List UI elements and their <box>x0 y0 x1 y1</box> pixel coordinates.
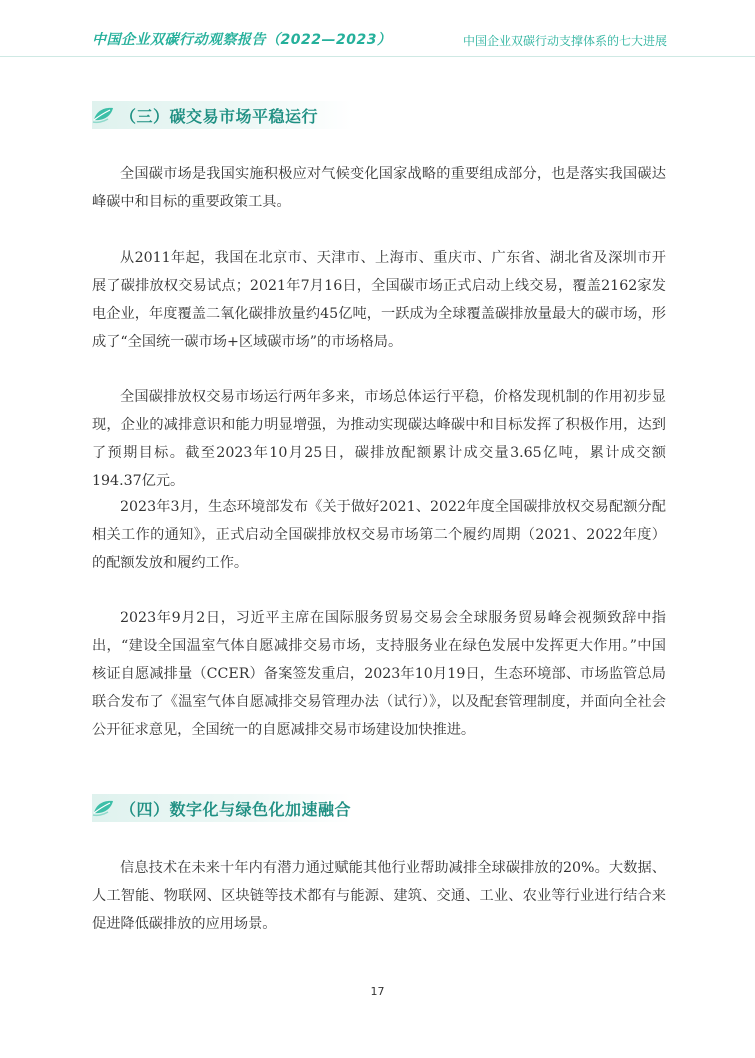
section-heading-3-text: （三）碳交易市场平稳运行 <box>120 107 319 126</box>
paragraph: 2023年3月，生态环境部发布《关于做好2021、2022年度全国碳排放权交易配额分配相关工作的通知》，正式启动全国碳排放权交易市场第二个履约周期（2021、2022年度）的配额发放和履约工作。 <box>92 499 666 571</box>
page-number: 17 <box>370 985 385 998</box>
leaf-icon <box>92 798 114 818</box>
chapter-title: 中国企业双碳行动支撑体系的七大进展 <box>462 34 667 48</box>
paragraph: 全国碳排放权交易市场运行两年多来，市场总体运行平稳，价格发现机制的作用初步显现，企业的减排意识和能力明显增强，为推动实现碳达峰碳中和目标发挥了积极作用，达到了预期目标。截至2023年10月25日，碳排放配额累计成交量3.65亿吨，累计成交额194.37亿元。 <box>92 389 666 489</box>
report-title: 中国企业双碳行动观察报告（2022—2023） <box>92 32 392 48</box>
paragraph: 信息技术在未来十年内有潜力通过赋能其他行业帮助减排全球碳排放的20%。大数据、人工智能、物联网、区块链等技术都有与能源、建筑、交通、工业、农业等行业进行结合来促进降低碳排放的应用场景。 <box>92 860 666 932</box>
section-heading-4-text: （四）数字化与绿色化加速融合 <box>120 800 352 819</box>
paragraph: 2023年9月2日，习近平主席在国际服务贸易交易会全球服务贸易峰会视频致辞中指出，“建设全国温室气体自愿减排交易市场，支持服务业在绿色发展中发挥更大作用。”中国核证自愿减排量（CCER）备案签发重启，2023年10月19日，生态环境部、市场监管总局联合发布了《温室气体自愿减排交易管理办法（试行）》，以及配套管理制度，并面向全社会公开征求意见，全国统一的自愿减排交易市场建设加快推进。 <box>92 610 666 738</box>
section-heading-4 <box>92 794 352 822</box>
section-heading-3 <box>92 101 352 129</box>
paragraph: 从2011年起，我国在北京市、天津市、上海市、重庆市、广东省、湖北省及深圳市开展了碳排放权交易试点；2021年7月16日，全国碳市场正式启动上线交易，覆盖2162家发电企业，年度覆盖二氧化碳排放量约45亿吨，一跃成为全球覆盖碳排放量最大的碳市场，形成了“全国统一碳市场+区域碳市场”的市场格局。 <box>92 250 666 350</box>
leaf-icon <box>92 105 114 125</box>
paragraph: 全国碳市场是我国实施积极应对气候变化国家战略的重要组成部分，也是落实我国碳达峰碳中和目标的重要政策工具。 <box>92 166 666 210</box>
page-header <box>0 0 755 57</box>
